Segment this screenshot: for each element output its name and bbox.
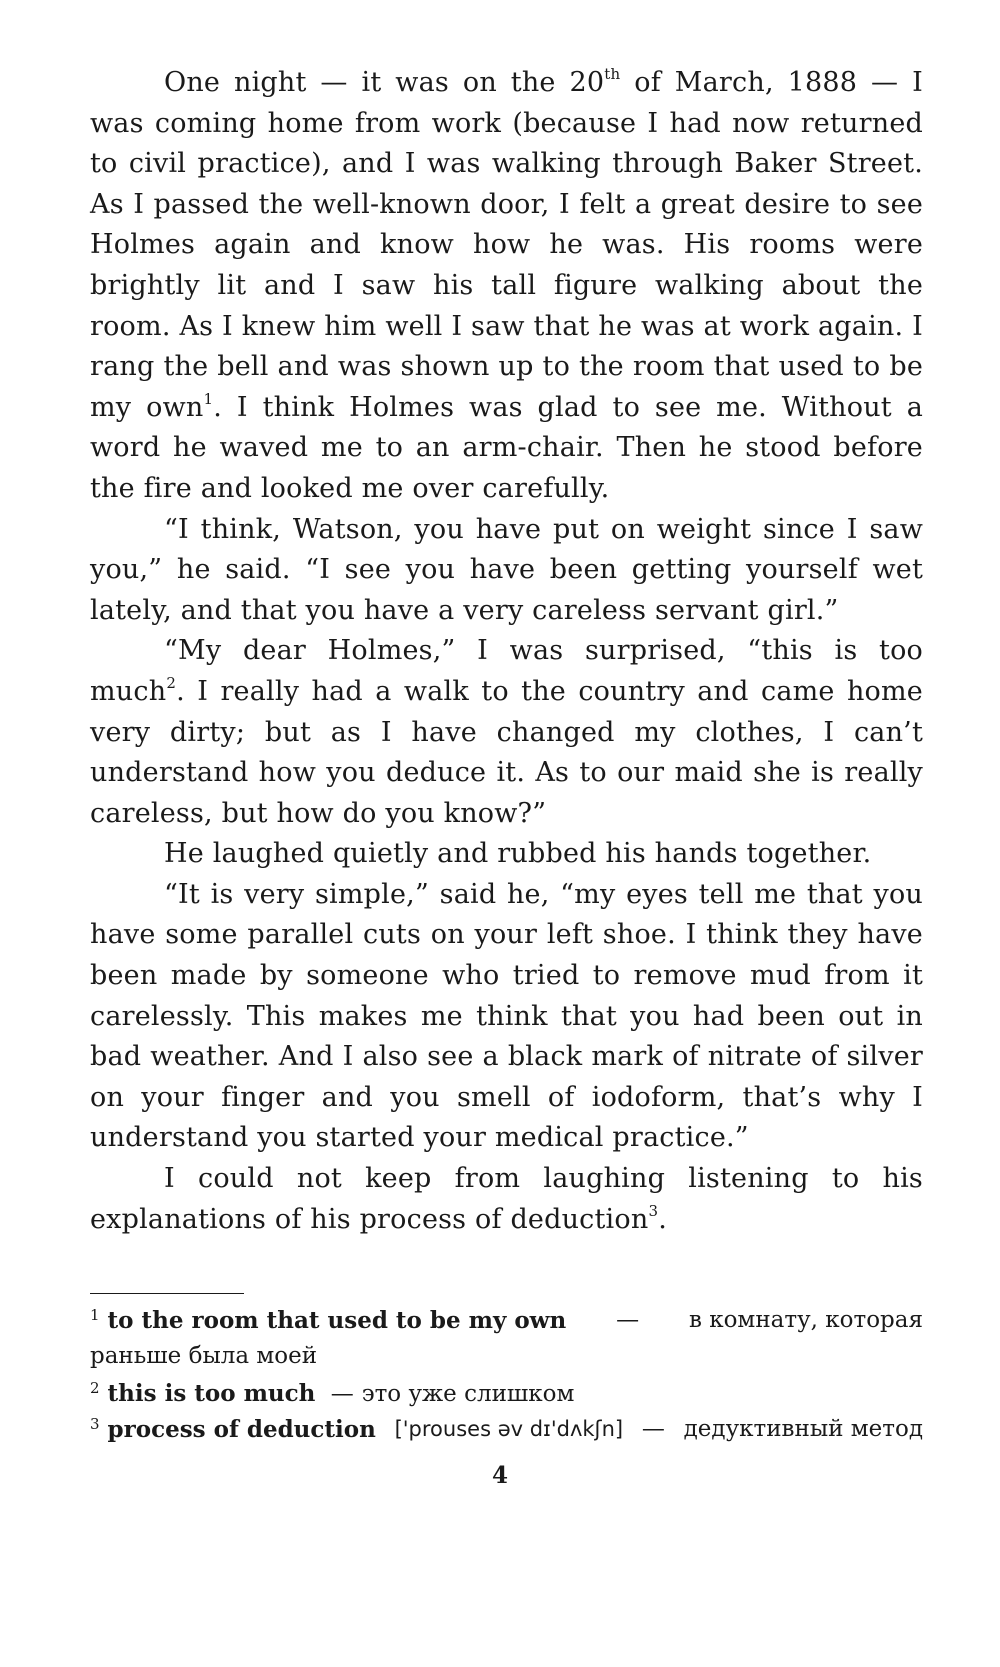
footnote-term: this is too much [107,1379,316,1407]
footnote-ref-1: 1 [203,389,214,408]
footnote-divider [90,1293,244,1294]
main-text [90,63,923,1240]
footnote-dash: — [641,1416,665,1442]
page-number: 4 [491,1462,508,1489]
footnote-3 [90,1412,923,1449]
footnote-number: 3 [90,1415,100,1433]
footnote-dash: — [330,1380,354,1407]
footnotes [90,1303,923,1449]
footnote-term: process of deduction [107,1416,376,1443]
footnote-translation: дедуктивный метод [683,1416,923,1442]
paragraph-3: “My dear Holmes,” I was surprised, “this is too much$^2$. I really had a walk to the country and came home very dirty; but as I have changed my clothes, I can’t understand how you deduce it. As to our maid she is really careless, but how do you know?” [90,635,923,829]
footnote-ref-2: 2 [166,673,177,692]
footnote-transcription: ['prouses əv dɪ'dʌkʃn] [394,1417,624,1441]
paragraph-5: “It is very simple,” said he, “my eyes tell me that you have some parallel cuts on your left shoe. I think they have been made by someone who tried to remove mud from it carelessly. This makes me think that you had been out in bad weather. And I also see a black mark of nitrate of silver on your finger and you smell of iodoform, that’s why I understand you started your medical practice.” [90,878,923,1154]
footnote-number: 2 [90,1378,100,1397]
footnote-2 [90,1376,923,1413]
paragraph-1: One night — it was on the 20th of March, 1888 — I was coming home from work (because I had now returned to civil practice), and I was walking through Baker Street. As I passed the well-known door, I felt a great desire to see Holmes again and know how he was. His rooms were brightly lit and I saw his tall figure walking about the room. As I knew him well I saw that he was at work again. I rang the bell and was shown up to the room that used to be my own$^1$. I think Holmes was glad to see me. Without a word he waved me to an arm-chair. Then he stood before the fire and looked me over carefully. [90,65,923,504]
footnote-translation: в комнату, которая [688,1307,923,1333]
footnote-ref-3: 3 [648,1201,659,1220]
footnote-translation-continued: раньше была моей [90,1342,318,1369]
footnote-1 [90,1303,923,1369]
footnote-translation: это уже слишком [361,1380,575,1407]
document-page [90,63,923,1240]
footnote-term: to the room that used to be my own [107,1307,567,1334]
footnote-dash: — [616,1307,640,1333]
footnote-number: 1 [90,1306,100,1324]
paragraph-6: I could not keep from laughing listening to his explanations of his process of deduction$^3$. [90,1163,923,1235]
superscript-th: th [604,65,621,83]
paragraph-2: “I think, Watson, you have put on weight since I saw you,” he said. “I see you have been getting yourself wet lately, and that you have a very careless servant girl.” [90,513,923,626]
paragraph-4: He laughed quietly and rubbed his hands together. [164,838,872,870]
